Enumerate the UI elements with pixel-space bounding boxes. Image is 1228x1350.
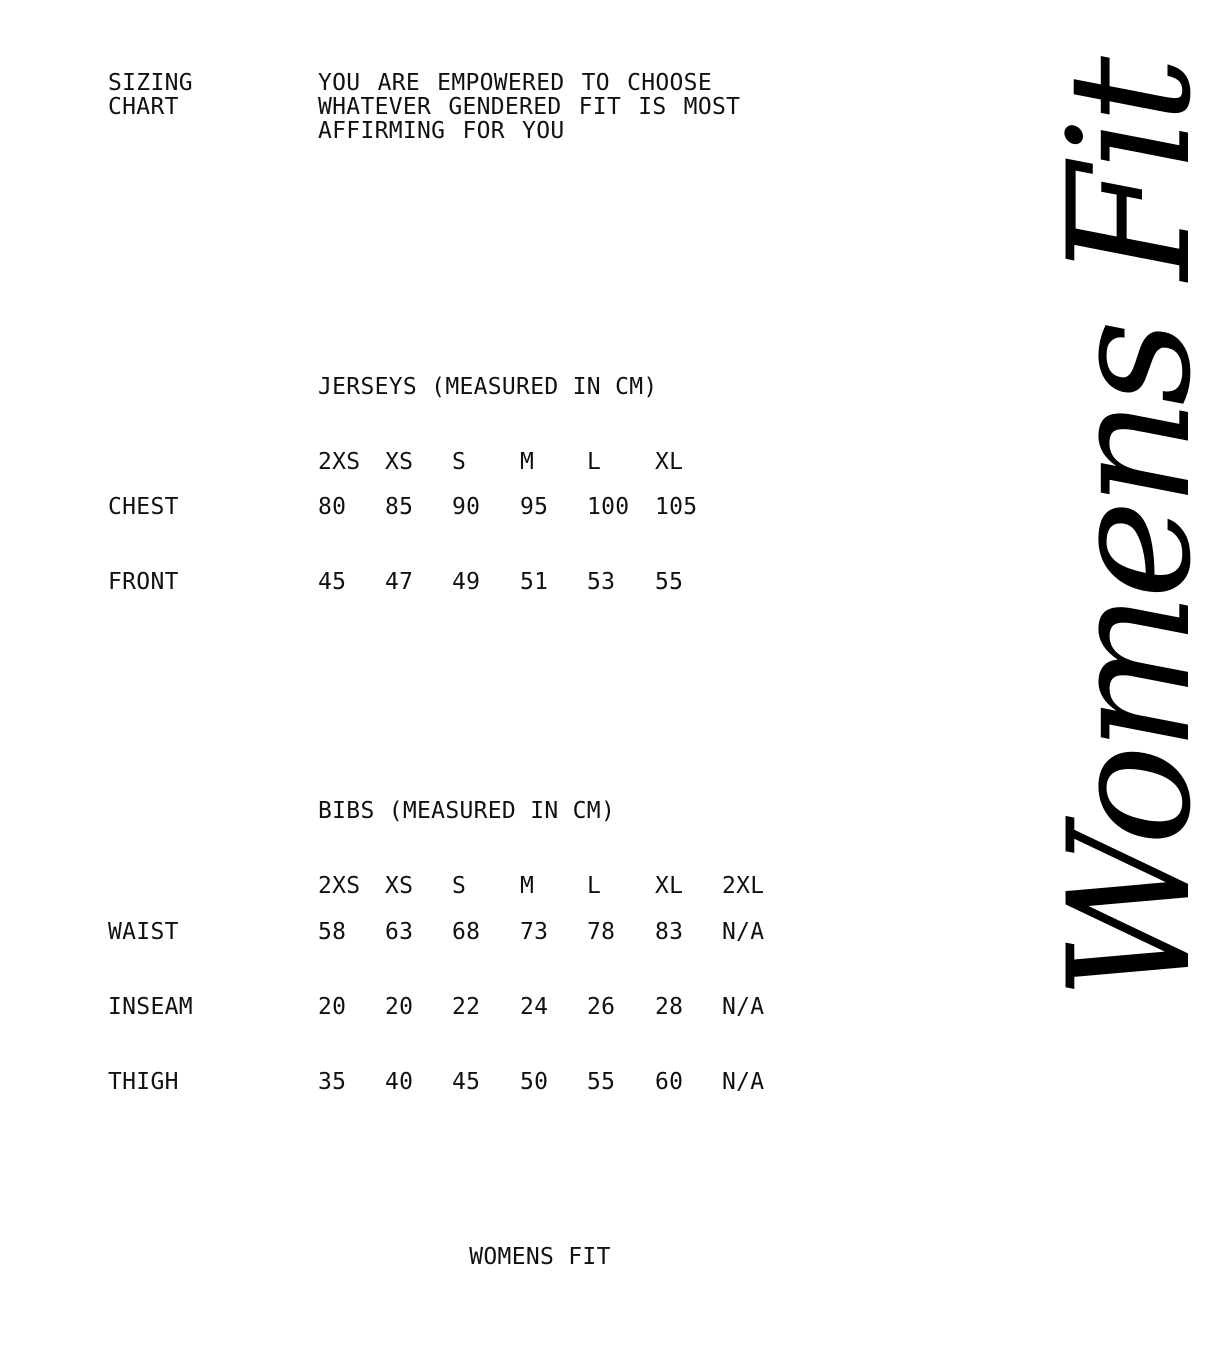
value-cell: 49 [452,569,481,595]
value-cell: N/A [722,994,765,1020]
value-cell: 60 [655,1069,684,1095]
value-cell: 73 [520,919,549,945]
jerseys-size-cell: S [452,449,467,475]
footer-label: WOMENS FIT [469,1244,611,1270]
value-cell: 80 [318,494,347,520]
value-cell: 22 [452,994,481,1020]
value-cell: 68 [452,919,481,945]
value-cell: 35 [318,1069,347,1095]
value-cell: 90 [452,494,481,520]
sizing-label-line1: SIZING [108,70,193,96]
row-label-front: FRONT [108,569,179,595]
value-cell: 78 [587,919,616,945]
value-cell: 24 [520,994,549,1020]
value-cell: 45 [452,1069,481,1095]
value-cell: 58 [318,919,347,945]
sizing-chart-label [108,71,193,119]
row-label-waist: WAIST [108,919,179,945]
bibs-size-cell: 2XL [722,873,765,899]
row-label-thigh: THIGH [108,1069,179,1095]
value-cell: 85 [385,494,414,520]
row-label-chest: CHEST [108,494,179,520]
value-cell: 47 [385,569,414,595]
value-cell: 26 [587,994,616,1020]
bibs-size-cell: 2XS [318,873,361,899]
value-cell: 105 [655,494,698,520]
value-cell: 55 [587,1069,616,1095]
value-cell: N/A [722,1069,765,1095]
value-cell: 20 [385,994,414,1020]
value-cell: 45 [318,569,347,595]
value-cell: 20 [318,994,347,1020]
value-cell: 28 [655,994,684,1020]
value-cell: 40 [385,1069,414,1095]
value-cell: 100 [587,494,630,520]
value-cell: 55 [655,569,684,595]
bibs-size-cell: XS [385,873,414,899]
row-label-inseam: INSEAM [108,994,193,1020]
value-cell: 53 [587,569,616,595]
side-title: Womens Fit [1032,63,1228,1000]
value-cell: N/A [722,919,765,945]
value-cell: 51 [520,569,549,595]
bibs-size-cell: M [520,873,535,899]
value-cell: 63 [385,919,414,945]
sizing-label-line2: CHART [108,94,179,120]
bibs-title: BIBS (MEASURED IN CM) [318,798,616,824]
jerseys-size-cell: L [587,449,602,475]
bibs-size-cell: XL [655,873,684,899]
jerseys-size-cell: XL [655,449,684,475]
bibs-size-cell: S [452,873,467,899]
jerseys-title: JERSEYS (MEASURED IN CM) [318,374,658,400]
jerseys-size-cell: M [520,449,535,475]
value-cell: 50 [520,1069,549,1095]
intro-statement: YOU ARE EMPOWERED TO CHOOSE WHATEVER GENDERED FIT IS MOST AFFIRMING FOR YOU [318,70,741,144]
value-cell: 83 [655,919,684,945]
bibs-size-cell: L [587,873,602,899]
jerseys-size-cell: 2XS [318,449,361,475]
jerseys-size-cell: XS [385,449,414,475]
value-cell: 95 [520,494,549,520]
